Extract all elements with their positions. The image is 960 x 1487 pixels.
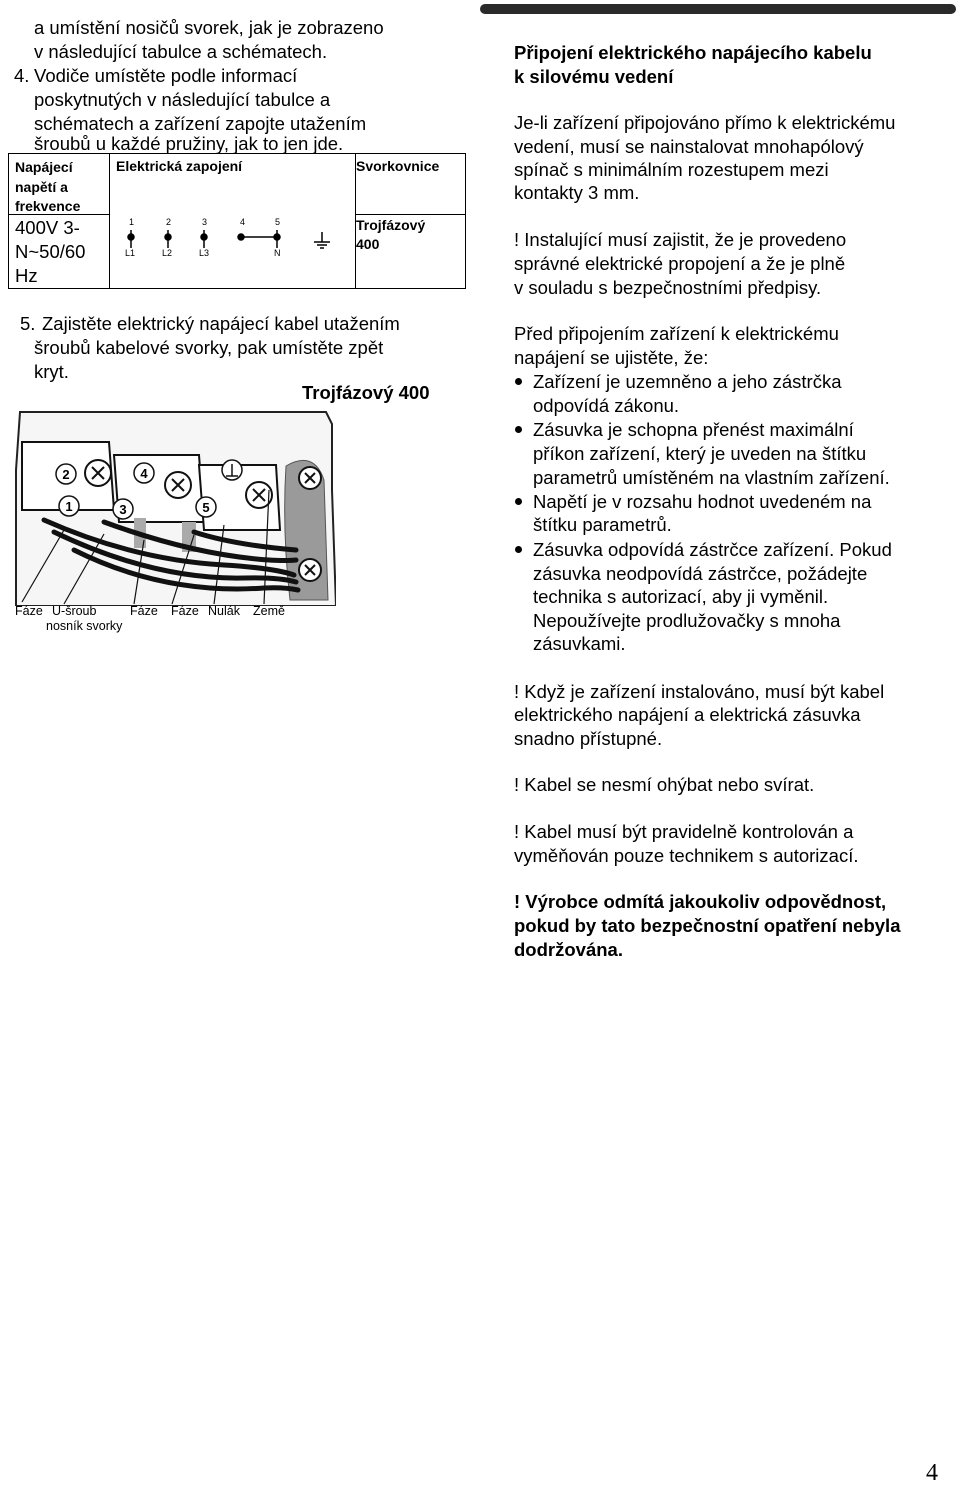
label-zeme: Země xyxy=(253,604,285,618)
bullet-2-line-1: Zásuvka je schopna přenést maximální xyxy=(533,419,854,440)
terminal-label-l3: L3 xyxy=(199,248,210,258)
table-value-terminal-block: Trojfázový 400 xyxy=(356,217,426,252)
p3-line-2: napájení se ujistěte, že: xyxy=(514,347,709,368)
bullet-4-line-3: technika s autorizací, aby ji vyměnil. xyxy=(533,586,829,607)
table-value-supply: 400V 3- N~50/60 Hz xyxy=(15,217,86,286)
table-header-terminal-block: Svorkovnice xyxy=(356,158,440,174)
label-u-sroub: U-šroub xyxy=(52,604,97,618)
p4-line-3: snadno přístupné. xyxy=(514,728,663,749)
header-bar xyxy=(480,4,956,14)
bullet-dot-1 xyxy=(515,378,522,385)
p2-line-1: ! Instalující musí zajistit, že je provedeno xyxy=(514,229,847,250)
bullet-dot-4 xyxy=(515,546,522,553)
terminal-number-1: 1 xyxy=(129,217,135,227)
wiring-table xyxy=(8,153,466,289)
step4-line-3: schématech a zařízení zapojte utažením xyxy=(34,113,367,134)
bullet-3-line-1: Napětí je v rozsahu hodnot uvedeném na xyxy=(533,491,872,512)
bullet-3-line-2: štítku parametrů. xyxy=(533,514,672,535)
label-faze-2: Fáze xyxy=(130,604,158,618)
bullet-2-line-3: parametrů umístěném na vlastním zařízení. xyxy=(533,467,890,488)
p6-line-1: ! Kabel musí být pravidelně kontrolován a xyxy=(514,821,854,842)
terminal-number-4: 4 xyxy=(240,217,246,227)
p1-line-2: vedení, musí se nainstalovat mnohapólový xyxy=(514,136,864,157)
p3-line-1: Před připojením zařízení k elektrickému xyxy=(514,323,839,344)
bullet-4-line-4: Nepoužívejte prodlužovačky s mnoha xyxy=(533,610,841,631)
diagram-number-2: 2 xyxy=(62,467,70,482)
table-header-supply: Napájecí napětí a frekvence xyxy=(15,159,81,214)
step5-number: 5. xyxy=(20,313,36,334)
p4-line-2: elektrického napájení a elektrická zásuvka xyxy=(514,704,861,725)
terminal-label-l1: L1 xyxy=(125,248,136,258)
p1-line-4: kontakty 3 mm. xyxy=(514,182,640,203)
bullet-4-line-1: Zásuvka odpovídá zástrčce zařízení. Pokud xyxy=(533,539,892,560)
step4-line-1: Vodiče umístěte podle informací xyxy=(34,65,298,86)
p6-line-2: vyměňován pouze technikem s autorizací. xyxy=(514,845,859,866)
p2-line-3: v souladu s bezpečnostními předpisy. xyxy=(514,277,822,298)
step4-line-2: poskytnutých v následující tabulce a xyxy=(34,89,331,110)
terminal-number-5: 5 xyxy=(275,217,281,227)
label-nulak: Nulák xyxy=(208,604,240,618)
terminal-number-2: 2 xyxy=(166,217,172,227)
p2-line-2: správné elektrické propojení a že je plně xyxy=(514,253,846,274)
label-faze-3: Fáze xyxy=(171,604,199,618)
bullet-dot-3 xyxy=(515,498,522,505)
bullet-1-line-2: odpovídá zákonu. xyxy=(533,395,680,416)
bullet-1-line-1: Zařízení je uzemněno a jeho zástrčka xyxy=(533,371,842,392)
p7-line-1: ! Výrobce odmítá jakoukoliv odpovědnost, xyxy=(514,891,887,912)
p7-line-3: dodržována. xyxy=(514,939,623,960)
step4-line-4: šroubů u každé pružiny, jak to jen jde. xyxy=(34,133,344,154)
step4-number: 4. xyxy=(14,65,30,86)
diagram-number-4: 4 xyxy=(140,466,148,481)
p7-line-2: pokud by tato bezpečnostní opatření nebyla xyxy=(514,915,901,936)
step5-line-1: Zajistěte elektrický napájecí kabel utažením xyxy=(42,313,400,334)
label-nosnik-svorky: nosník svorky xyxy=(46,619,123,633)
diagram-title: Trojfázový 400 xyxy=(302,382,430,403)
terminal-block-illustration xyxy=(14,410,336,606)
diagram-number-3: 3 xyxy=(119,502,127,517)
bullet-2-line-2: příkon zařízení, který je uveden na štítku xyxy=(533,443,867,464)
p4-line-1: ! Když je zařízení instalováno, musí být kabel xyxy=(514,681,885,702)
right-heading-line-1: Připojení elektrického napájecího kabelu xyxy=(514,42,872,63)
bullet-dot-2 xyxy=(515,426,522,433)
step5-line-2: šroubů kabelové svorky, pak umístěte zpět xyxy=(34,337,384,358)
label-faze-1: Fáze xyxy=(15,604,43,618)
bullet-4-line-5: zásuvkami. xyxy=(533,633,626,654)
p1-line-3: spínač s minimálním rozestupem mezi xyxy=(514,159,829,180)
diagram-number-1: 1 xyxy=(65,499,73,514)
diagram-number-5: 5 xyxy=(202,500,210,515)
right-heading-line-2: k silovému vedení xyxy=(514,66,674,87)
intro-line-1: a umístění nosičů svorek, jak je zobrazeno xyxy=(34,17,384,38)
terminal-label-n: N xyxy=(274,248,281,258)
p5: ! Kabel se nesmí ohýbat nebo svírat. xyxy=(514,774,815,795)
terminal-connection-diagram xyxy=(119,216,349,266)
step5-line-3: kryt. xyxy=(34,361,69,382)
intro-line-2: v následující tabulce a schématech. xyxy=(34,41,328,62)
terminal-label-l2: L2 xyxy=(162,248,173,258)
bullet-4-line-2: zásuvka neodpovídá zástrčce, požádejte xyxy=(533,563,868,584)
terminal-number-3: 3 xyxy=(202,217,208,227)
page-number: 4 xyxy=(926,1460,938,1486)
p1-line-1: Je-li zařízení připojováno přímo k elektrickému xyxy=(514,112,896,133)
table-header-connections: Elektrická zapojení xyxy=(116,158,243,174)
